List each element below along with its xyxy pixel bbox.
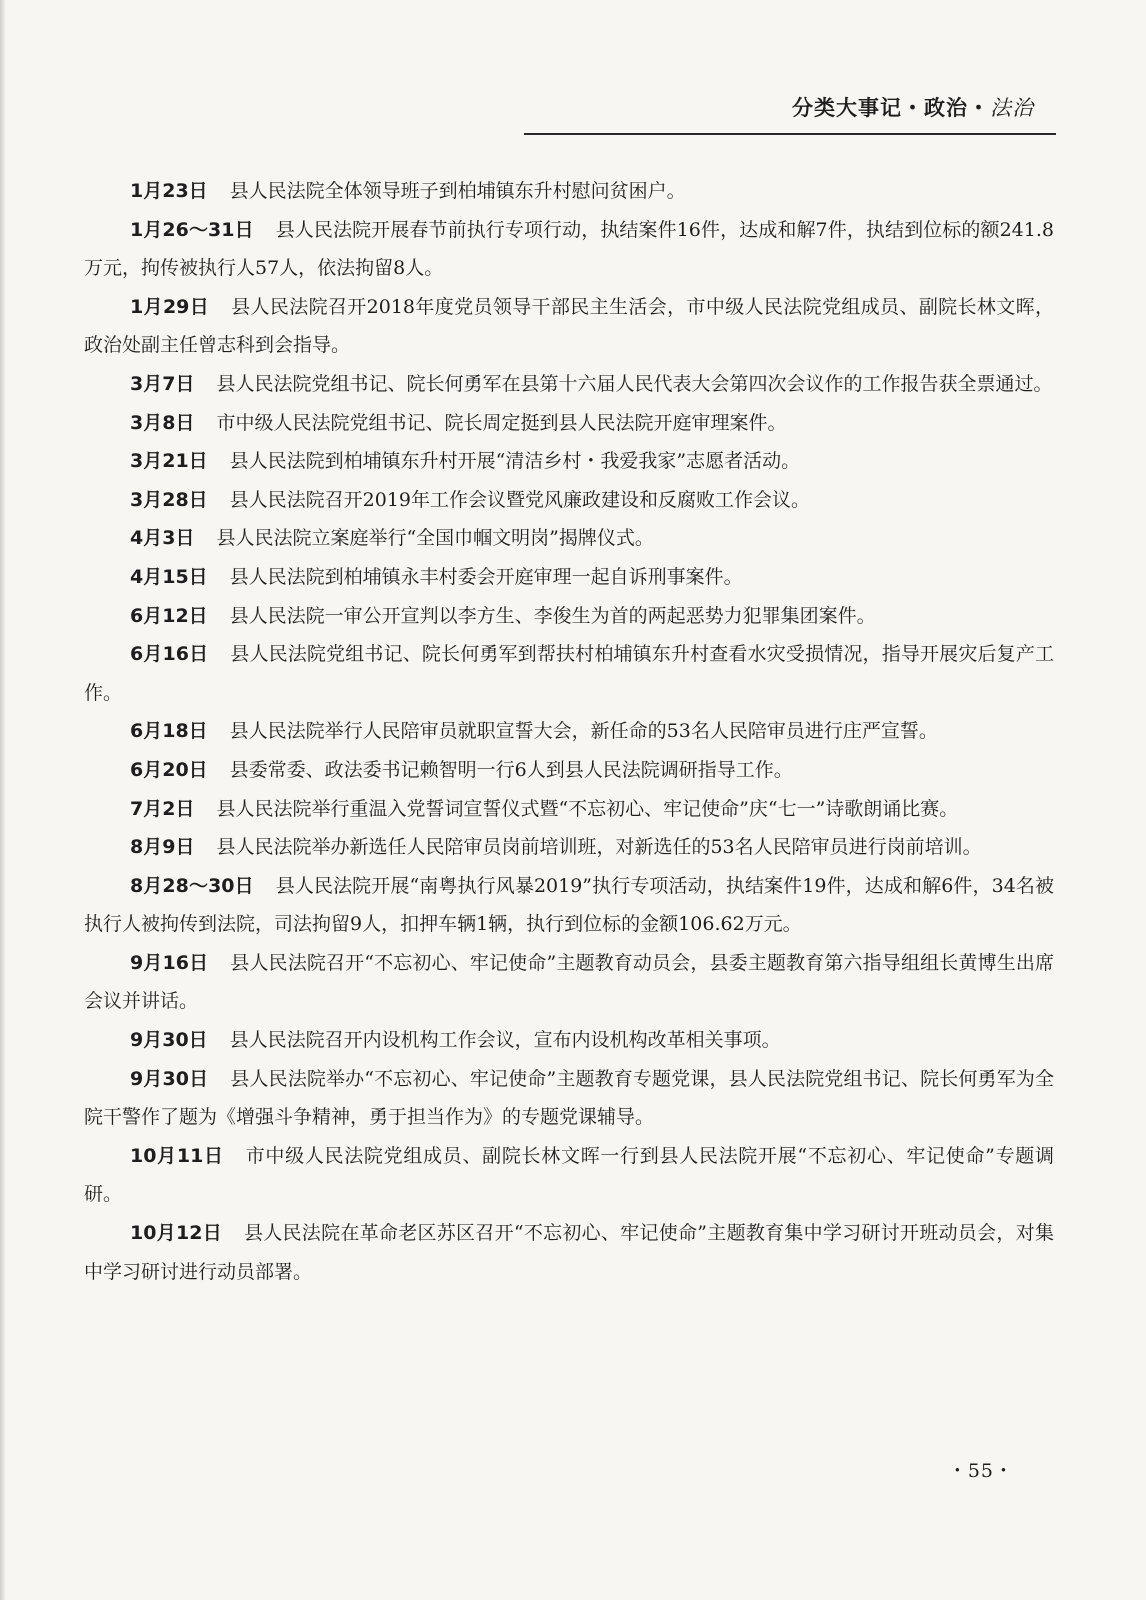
- entry-date: 10月11日: [130, 1144, 224, 1167]
- entry-text: 县人民法院到柏埔镇永丰村委会开庭审理一起自诉刑事案件。: [229, 565, 743, 588]
- chronicle-entry: [84, 828, 1054, 867]
- entry-text: 县人民法院全体领导班子到柏埔镇东升村慰问贫困户。: [229, 180, 686, 202]
- entry-date: 3月8日: [130, 411, 195, 434]
- entry-date: 6月12日: [130, 604, 208, 627]
- chronicle-entry: [84, 288, 1054, 365]
- entry-date: 1月29日: [130, 295, 210, 318]
- chronicle-entry: [84, 1137, 1054, 1214]
- entry-date: 8月28～30日: [130, 874, 254, 897]
- chronicle-entry: [84, 712, 1054, 751]
- entry-text: 县人民法院一审公开宣判以李方生、李俊生为首的两起恶势力犯罪集团案件。: [229, 604, 876, 627]
- header-category: 分类大事记・政治・: [792, 96, 990, 120]
- entry-text: 市中级人民法院党组成员、副院长林文晖一行到县人民法院开展“不忘初心、牢记使命”专题调研。: [84, 1144, 1054, 1206]
- entry-date: 9月30日: [130, 1029, 208, 1052]
- chronicle-entry: [84, 1021, 1054, 1060]
- entry-text: 县人民法院召开内设机构工作会议，宣布内设机构改革相关事项。: [229, 1029, 781, 1052]
- chronicle-entry: [84, 481, 1054, 520]
- chronicle-entry: [84, 442, 1054, 481]
- entry-text: 县人民法院立案庭举行“全国巾帼文明岗”揭牌仪式。: [216, 527, 654, 550]
- entry-date: 8月9日: [130, 836, 195, 859]
- chronicle-entry: [84, 1214, 1054, 1291]
- entry-text: 县人民法院在革命老区苏区召开“不忘初心、牢记使命”主题教育集中学习研讨开班动员会，对集中学习研讨进行动员部署。: [84, 1222, 1054, 1283]
- entry-date: 7月2日: [130, 797, 195, 820]
- entry-date: 6月16日: [130, 643, 209, 666]
- chronicle-entry: [84, 365, 1054, 404]
- entry-date: 3月28日: [130, 488, 208, 511]
- chronicle-entry: [84, 558, 1054, 597]
- entry-text: 县人民法院党组书记、院长何勇军在县第十六届人民代表大会第四次会议作的工作报告获全票通过。: [216, 372, 1053, 395]
- entry-text: 县人民法院举办新选任人民陪审员岗前培训班，对新选任的53名人民陪审员进行岗前培训。: [216, 836, 982, 859]
- entry-text: 县人民法院到柏埔镇东升村开展“清洁乡村・我爱我家”志愿者活动。: [229, 450, 801, 473]
- entry-date: 9月30日: [130, 1067, 209, 1090]
- entry-text: 县人民法院召开2019年工作会议暨党风廉政建设和反腐败工作会议。: [229, 488, 811, 511]
- entry-text: 市中级人民法院党组书记、院长周定挺到县人民法院开庭审理案件。: [216, 411, 787, 434]
- chronicle-entry: [84, 790, 1054, 829]
- entry-date: 9月16日: [130, 951, 209, 974]
- chronicle-entry: [84, 635, 1054, 712]
- chronicle-entry: [84, 519, 1054, 558]
- header-rule: [524, 133, 1056, 135]
- entry-text: 县人民法院召开“不忘初心、牢记使命”主题教育动员会，县委主题教育第六指导组组长黄博生出席会议并讲话。: [84, 951, 1054, 1013]
- entry-text: 县人民法院举行重温入党誓词宣誓仪式暨“不忘初心、牢记使命”庆“七一”诗歌朗诵比赛。: [216, 797, 959, 820]
- chronicle-entry: [84, 944, 1054, 1021]
- entry-text: 县人民法院召开2018年度党员领导干部民主生活会，市中级人民法院党组成员、副院长林文晖，政治处副主任曾志科到会指导。: [84, 295, 1054, 357]
- entry-date: 1月23日: [130, 180, 208, 202]
- entry-date: 6月18日: [130, 720, 208, 743]
- page-number: ・55・: [947, 1460, 1014, 1482]
- entry-text: 县人民法院举办“不忘初心、牢记使命”主题教育专题党课，县人民法院党组书记、院长何勇军为全院干警作了题为《增强斗争精神，勇于担当作为》的专题党课辅导。: [84, 1067, 1054, 1129]
- entry-date: 4月3日: [130, 527, 195, 550]
- entry-date: 1月26～31日: [130, 218, 254, 241]
- entry-text: 县人民法院党组书记、院长何勇军到帮扶村柏埔镇东升村查看水灾受损情况，指导开展灾后复产工作。: [84, 643, 1054, 704]
- chronicle-entries: [84, 172, 1054, 1291]
- scan-edge: [0, 0, 6, 1600]
- entry-date: 3月21日: [130, 450, 208, 473]
- chronicle-entry: [84, 1060, 1054, 1137]
- chronicle-entry: [84, 172, 1054, 211]
- entry-text: 县人民法院开展春节前执行专项行动，执结案件16件，达成和解7件，执结到位标的额241.8万元，拘传被执行人57人，依法拘留8人。: [84, 218, 1054, 280]
- entry-text: 县人民法院开展“南粤执行风暴2019”执行专项活动，执结案件19件，达成和解6件，34名被执行人被拘传到法院，司法拘留9人，扣押车辆1辆，执行到位标的金额106.62万元。: [84, 874, 1054, 936]
- entry-date: 10月12日: [130, 1222, 222, 1245]
- running-header: [792, 92, 1034, 122]
- entry-date: 4月15日: [130, 565, 208, 588]
- entry-date: 6月20日: [130, 758, 208, 781]
- chronicle-entry: [84, 597, 1054, 636]
- chronicle-entry: [84, 751, 1054, 790]
- chronicle-entry: [84, 211, 1054, 288]
- entry-date: 3月7日: [130, 372, 195, 395]
- header-subcategory: 法治: [990, 96, 1034, 120]
- chronicle-entry: [84, 867, 1054, 944]
- entry-text: 县人民法院举行人民陪审员就职宣誓大会，新任命的53名人民陪审员进行庄严宣誓。: [229, 720, 938, 743]
- entry-text: 县委常委、政法委书记赖智明一行6人到县人民法院调研指导工作。: [229, 758, 793, 781]
- chronicle-entry: [84, 404, 1054, 443]
